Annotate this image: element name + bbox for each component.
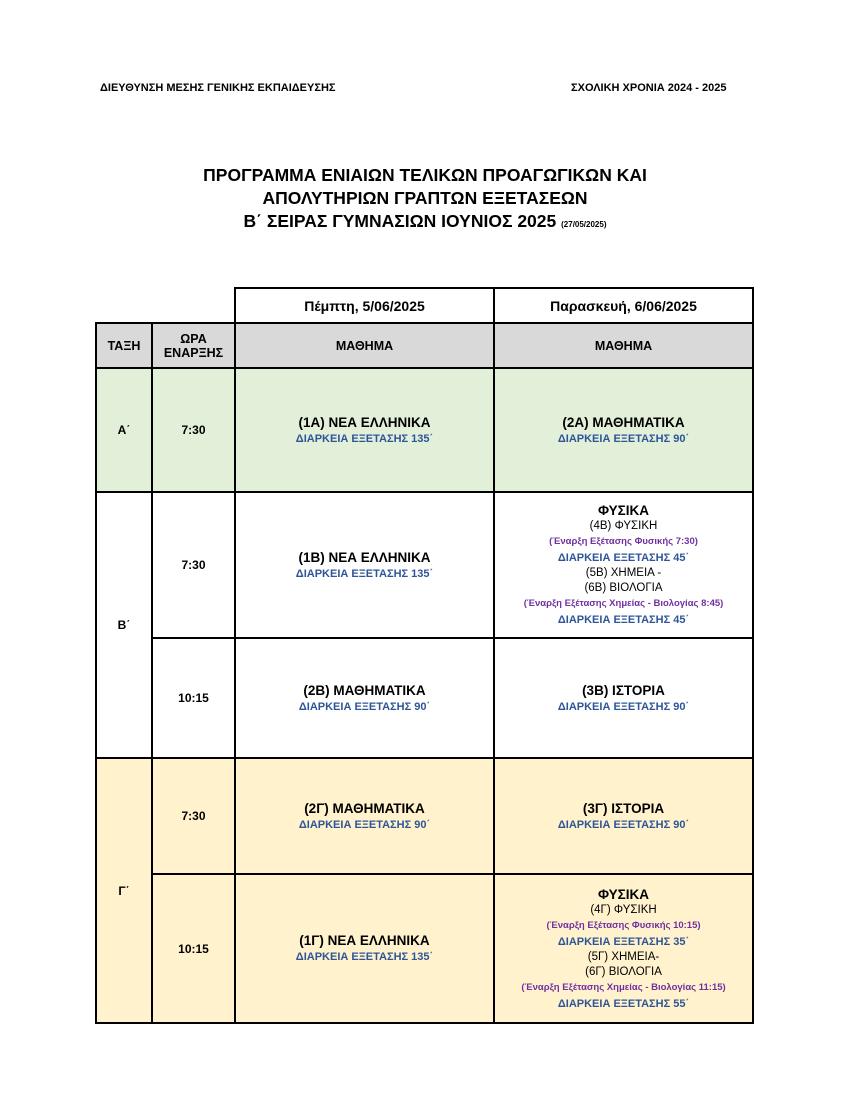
subject-cell: (1Α) ΝΕΑ ΕΛΛΗΝΙΚΑ ΔΙΑΡΚΕΙΑ ΕΞΕΤΑΣΗΣ 135΄ <box>235 368 494 492</box>
title-line-3-text: Β΄ ΣΕΙΡΑΣ ΓΥΜΝΑΣΙΩΝ ΙΟΥΝΙΟΣ 2025 <box>243 211 557 231</box>
time-cell: 7:30 <box>152 492 235 638</box>
exam-schedule-table <box>95 287 754 1024</box>
column-header-row <box>96 323 753 368</box>
class-cell: Β΄ <box>96 492 152 758</box>
subject-cell: (2Α) ΜΑΘΗΜΑΤΙΚΑ ΔΙΑΡΚΕΙΑ ΕΞΕΤΑΣΗΣ 90΄ <box>494 368 753 492</box>
time-cell: 10:15 <box>152 874 235 1023</box>
subject-cell: (3Β) ΙΣΤΟΡΙΑ ΔΙΑΡΚΕΙΑ ΕΞΕΤΑΣΗΣ 90΄ <box>494 638 753 758</box>
school-year-header: ΣΧΟΛΙΚΗ ΧΡΟΝΙΑ 2024 - 2025 <box>571 82 727 94</box>
time-cell: 7:30 <box>152 368 235 492</box>
title-date-note: (27/05/2025) <box>561 220 607 229</box>
table-row <box>96 758 753 874</box>
table-row <box>96 368 753 492</box>
subject-column-header-day-2: ΜΑΘΗΜΑ <box>494 323 753 368</box>
table-row <box>96 874 753 1023</box>
subject-cell: ΦΥΣΙΚΑ (4Γ) ΦΥΣΙΚΗ (Έναρξη Εξέτασης Φυσικής 10:15) ΔΙΑΡΚΕΙΑ ΕΞΕΤΑΣΗΣ 35΄ (5Γ) ΧΗΜΕΙΑ- (6Γ) ΒΙΟΛΟΓΙΑ (Έναρξη Εξέτασης Χημείας - Βιολογίας 11:15) ΔΙΑΡΚΕΙΑ ΕΞΕΤΑΣΗΣ 55΄ <box>494 874 753 1023</box>
subject-cell: (1Γ) ΝΕΑ ΕΛΛΗΝΙΚΑ ΔΙΑΡΚΕΙΑ ΕΞΕΤΑΣΗΣ 135΄ <box>235 874 494 1023</box>
date-row <box>96 288 753 323</box>
class-cell: Γ΄ <box>96 758 152 1023</box>
title-line-2: ΑΠΟΛΥΤΗΡΙΩΝ ΓΡΑΠΤΩΝ ΕΞΕΤΑΣΕΩΝ <box>262 188 588 208</box>
subject-cell: (2Γ) ΜΑΘΗΜΑΤΙΚΑ ΔΙΑΡΚΕΙΑ ΕΞΕΤΑΣΗΣ 90΄ <box>235 758 494 874</box>
table-row <box>96 638 753 758</box>
directorate-header: ΔΙΕΥΘΥΝΣΗ ΜΕΣΗΣ ΓΕΝΙΚΗΣ ΕΚΠΑΙΔΕΥΣΗΣ <box>100 82 336 94</box>
subject-cell: (1Β) ΝΕΑ ΕΛΛΗΝΙΚΑ ΔΙΑΡΚΕΙΑ ΕΞΕΤΑΣΗΣ 135΄ <box>235 492 494 638</box>
day-1-header: Πέμπτη, 5/06/2025 <box>235 288 494 323</box>
title-line-1: ΠΡΟΓΡΑΜΜΑ ΕΝΙΑΙΩΝ ΤΕΛΙΚΩΝ ΠΡΟΑΓΩΓΙΚΩΝ ΚΑΙ <box>203 165 647 185</box>
title-line-3 <box>0 210 850 236</box>
document-title <box>0 164 850 236</box>
subject-cell: (3Γ) ΙΣΤΟΡΙΑ ΔΙΑΡΚΕΙΑ ΕΞΕΤΑΣΗΣ 90΄ <box>494 758 753 874</box>
class-cell: Α΄ <box>96 368 152 492</box>
day-2-header: Παρασκευή, 6/06/2025 <box>494 288 753 323</box>
subject-cell: ΦΥΣΙΚΑ (4Β) ΦΥΣΙΚΗ (Έναρξη Εξέτασης Φυσικής 7:30) ΔΙΑΡΚΕΙΑ ΕΞΕΤΑΣΗΣ 45΄ (5Β) ΧΗΜΕΙΑ - (6Β) ΒΙΟΛΟΓΙΑ (Έναρξη Εξέτασης Χημείας - Βιολογίας 8:45) ΔΙΑΡΚΕΙΑ ΕΞΕΤΑΣΗΣ 45΄ <box>494 492 753 638</box>
subject-cell: (2Β) ΜΑΘΗΜΑΤΙΚΑ ΔΙΑΡΚΕΙΑ ΕΞΕΤΑΣΗΣ 90΄ <box>235 638 494 758</box>
subject-column-header-day-1: ΜΑΘΗΜΑ <box>235 323 494 368</box>
time-cell: 10:15 <box>152 638 235 758</box>
class-column-header: ΤΑΞΗ <box>96 323 152 368</box>
start-time-column-header: ΩΡΑ ΕΝΑΡΞΗΣ <box>152 323 235 368</box>
time-cell: 7:30 <box>152 758 235 874</box>
table-row <box>96 492 753 638</box>
